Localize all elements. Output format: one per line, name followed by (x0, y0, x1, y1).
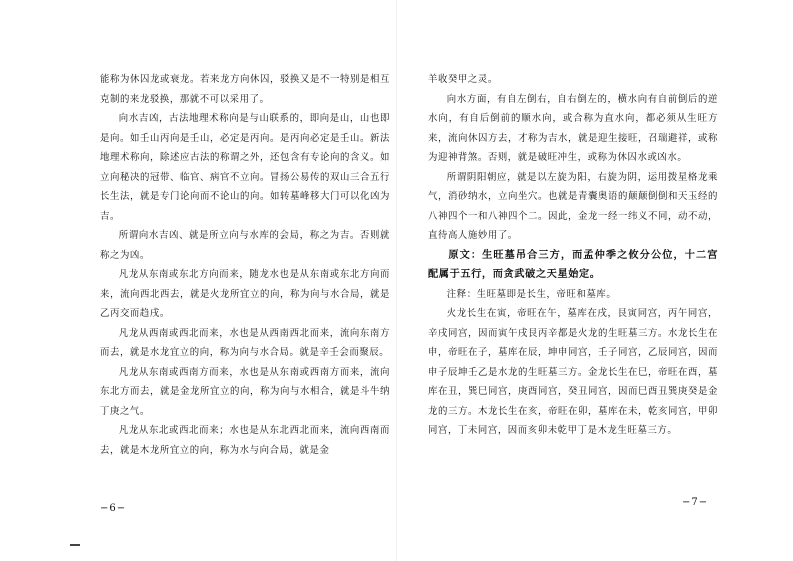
scan-mark (70, 544, 80, 546)
page-fold (396, 0, 397, 561)
left-paragraph-7: 凡龙从东北或西北而来；水也是从东北西北而来，流向西南而去，就是木龙所宜立的向，称为水与向合局，就是金 (100, 425, 390, 456)
left-paragraph-1: 能称为休囚龙或衰龙。若来龙方向休囚，驳换又是不一特别是相互克制的来龙驳换，那就不可以采用了。 (100, 74, 390, 105)
left-paragraph-4: 凡龙从东南或东北方向而来，随龙水也是从东南或东北方向而来，流向西北西去，就是火龙所宜立的向，称为向与水合局，就是乙丙交而趋戌。 (100, 269, 390, 319)
left-paragraph-3: 所谓向水吉凶、就是所立向与水库的会局，称之为吉。否则就称之为凶。 (100, 230, 390, 261)
right-paragraph-2: 向水方面，有自左倒右，自右倒左的，横水向有自前倒后的逆水向，有自后倒前的顺水向，或合称为直水向，都必须从生旺方来，流向休囚方去，才称为吉水，就是迎生接旺，召瑞避祥，或称为迎神背煞。否则，就是破旺冲生，或称为休囚水或凶水。 (428, 93, 718, 163)
right-page-number: −7− (682, 497, 709, 508)
left-paragraph-5: 凡龙从西南或西北而来，水也是从西南西北而来，流向东南方而去，就是水龙宜立的向，称为向与水合局。就是辛壬会而聚辰。 (100, 327, 390, 358)
right-paragraph-original-text: 原文：生旺墓吊合三方，而孟仲季之攸分公位，十二宫配属于五行，而贪武破之天星始定。 (428, 249, 718, 280)
right-paragraph-3: 所谓阴阳朝应，就是以左旋为阳，右旋为阴，运用拨星格龙乘气，消砂纳水，立向坐穴。也就是青囊奥语的颠颠倒倒和天玉经的八神四个一和八神四个二。因此，金龙一经一纬义不同，动不动，直待高人施妙用了。 (428, 171, 718, 241)
left-paragraph-6: 凡龙从东南或西南方而来，水也是从东南或西南方而来，流向东北方而去，就是金龙所宜立的向，称为向与水相合，就是斗牛纳丁庚之气。 (100, 366, 390, 417)
left-paragraph-2: 向水吉凶，古法地理术称向是与山联系的，即向是山，山也即是向。如壬山丙向是壬山，必定是丙向。是丙向必定是壬山。新法地理术称向，除述应古法的称谓之外，还包含有专论向的含义。如立向秘决的冠带、临官、病官不立向。冒扬公易传的双山三合五行长生法，就是专门论向而不论山的向。如转墓峰移大门可以化凶为吉。 (100, 113, 390, 222)
right-paragraph-1: 羊收癸甲之灵。 (428, 74, 498, 85)
right-paragraph-6: 火龙长生在寅，帝旺在午，墓库在戌，艮寅同宫，丙午同宫，辛戌同宫，因而寅午戌艮丙辛都是火龙的生旺墓三方。水龙长生在申，帝旺在子，墓库在辰，坤申同宫，壬子同宫，乙辰同宫，因而申子辰坤壬乙是水龙的生旺墓三方。金龙长生在巳，帝旺在酉，墓库在丑，巽巳同宫，庚酉同宫，癸丑同宫，因而巳酉丑巽庚癸是金龙的三方。木龙长生在亥，帝旺在卯，墓库在未，乾亥同宫，甲卯同宫，丁未同宫，因而亥卯未乾甲丁是木龙生旺墓三方。 (428, 308, 718, 436)
left-page-number: −6− (100, 503, 127, 514)
left-page (100, 70, 390, 460)
right-page (428, 70, 718, 441)
right-paragraph-annotation: 注释：生旺墓即是长生，帝旺和墓库。 (446, 288, 617, 300)
